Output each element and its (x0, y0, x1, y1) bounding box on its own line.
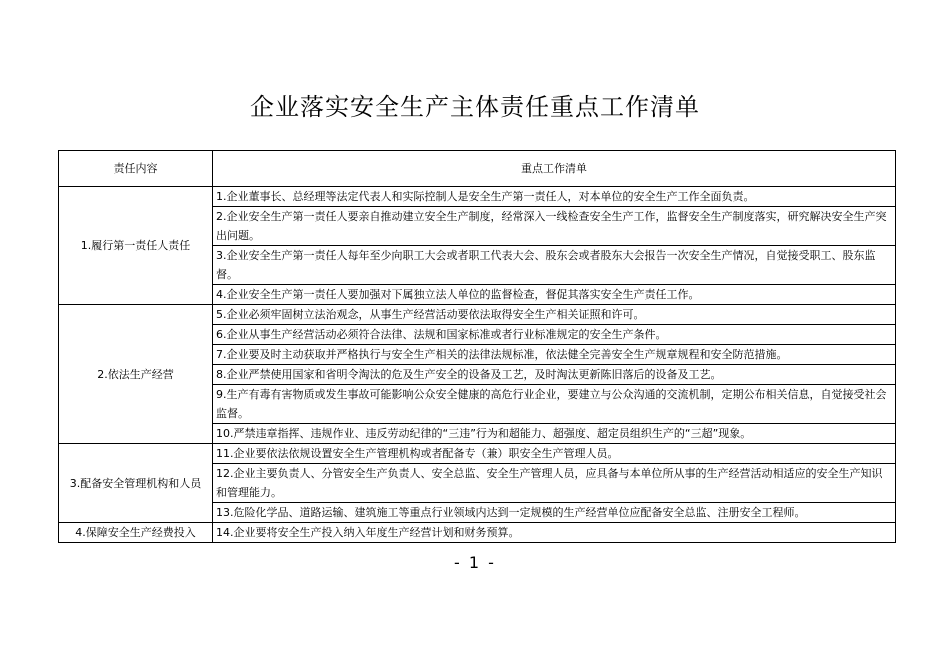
work-item-cell: 7.企业要及时主动获取并严格执行与安全生产相关的法律法规标准，依法健全完善安全生产规章规程和安全防范措施。 (213, 345, 896, 365)
work-item-cell: 8.企业严禁使用国家和省明令淘汰的危及生产安全的设备及工艺，及时淘汰更新陈旧落后的设备及工艺。 (213, 365, 896, 385)
table-header-row (59, 151, 896, 187)
work-item-cell: 4.企业安全生产第一责任人要加强对下属独立法人单位的监督检查，督促其落实安全生产责任工作。 (213, 285, 896, 305)
work-item-cell: 12.企业主要负责人、分管安全生产负责人、安全总监、安全生产管理人员，应具备与本单位所从事的生产经营活动相适应的安全生产知识和管理能力。 (213, 464, 896, 503)
page-number: - 1 - (454, 553, 496, 572)
page-title: 企业落实安全生产主体责任重点工作清单 (250, 93, 700, 121)
header-work-list: 重点工作清单 (213, 151, 896, 187)
work-item-cell: 10.严禁违章指挥、违规作业、违反劳动纪律的“三违”行为和超能力、超强度、超定员组织生产的“三超”现象。 (213, 424, 896, 444)
work-item-cell: 13.危险化学品、道路运输、建筑施工等重点行业领域内达到一定规模的生产经营单位应配备安全总监、注册安全工程师。 (213, 503, 896, 523)
responsibility-table (58, 150, 896, 543)
work-item-cell: 14.企业要将安全生产投入纳入年度生产经营计划和财务预算。 (213, 523, 896, 543)
header-responsibility: 责任内容 (59, 151, 213, 187)
work-item-cell: 11.企业要依法依规设置安全生产管理机构或者配备专（兼）职安全生产管理人员。 (213, 444, 896, 464)
work-item-cell: 6.企业从事生产经营活动必须符合法律、法规和国家标准或者行业标准规定的安全生产条件。 (213, 325, 896, 345)
table-row (59, 305, 896, 325)
category-cell: 2.依法生产经营 (59, 305, 213, 444)
work-item-cell: 9.生产有毒有害物质或发生事故可能影响公众安全健康的高危行业企业，要建立与公众沟通的交流机制，定期公布相关信息，自觉接受社会监督。 (213, 385, 896, 424)
work-item-cell: 1.企业董事长、总经理等法定代表人和实际控制人是安全生产第一责任人，对本单位的安全生产工作全面负责。 (213, 187, 896, 207)
category-cell: 4.保障安全生产经费投入 (59, 523, 213, 543)
table-row (59, 523, 896, 543)
work-item-cell: 3.企业安全生产第一责任人每年至少向职工大会或者职工代表大会、股东会或者股东大会报告一次安全生产情况，自觉接受职工、股东监督。 (213, 246, 896, 285)
category-cell: 1.履行第一责任人责任 (59, 187, 213, 305)
table-row (59, 444, 896, 464)
table-row (59, 187, 896, 207)
table-body (59, 187, 896, 543)
category-cell: 3.配备安全管理机构和人员 (59, 444, 213, 523)
work-item-cell: 5.企业必须牢固树立法治观念，从事生产经营活动要依法取得安全生产相关证照和许可。 (213, 305, 896, 325)
work-item-cell: 2.企业安全生产第一责任人要亲自推动建立安全生产制度，经常深入一线检查安全生产工作，监督安全生产制度落实，研究解决安全生产突出问题。 (213, 207, 896, 246)
